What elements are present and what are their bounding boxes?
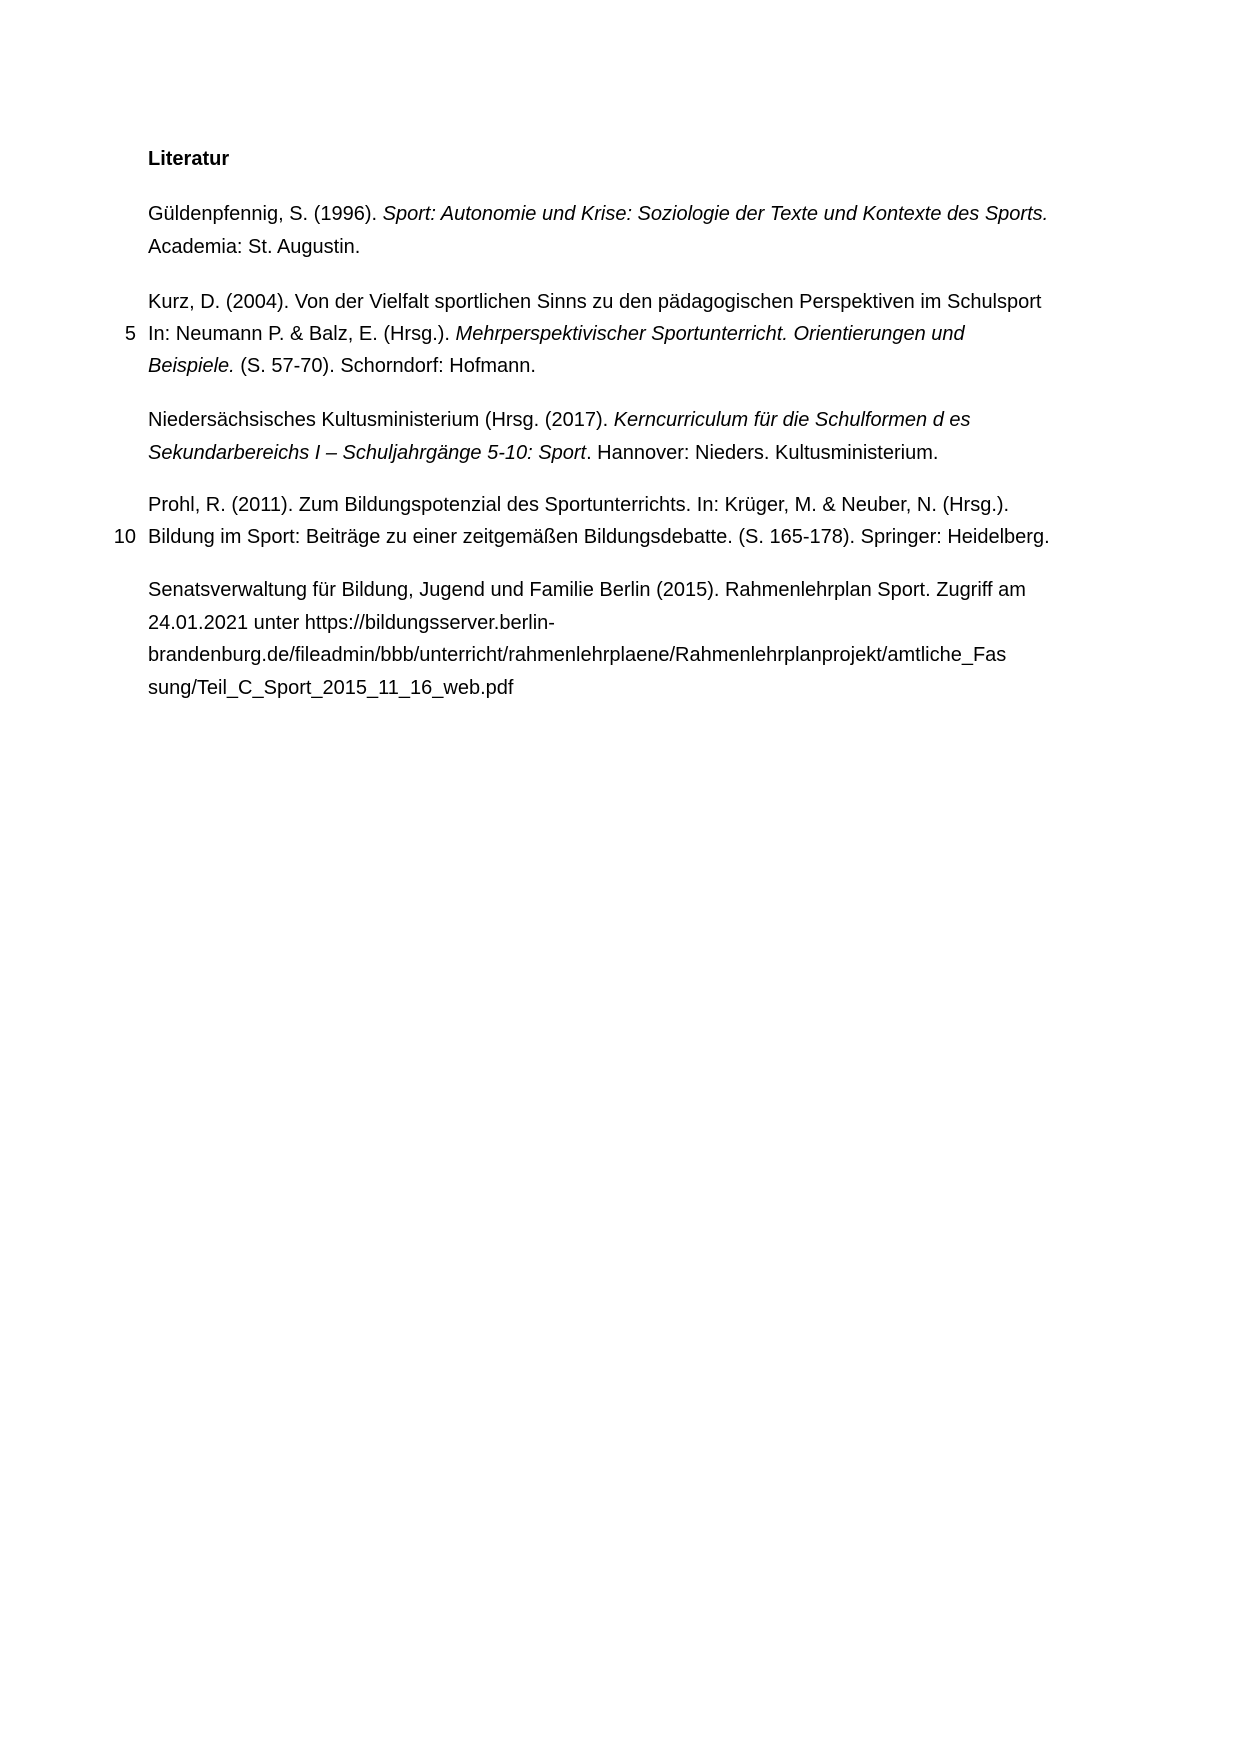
reference-5-line-2[interactable] [148,611,555,635]
reference-1-line-1 [148,202,1048,226]
text-segment: (S. 57-70). Schorndorf: Hofmann. [234,355,536,377]
reference-2-line-2 [148,322,965,346]
reference-3-line-2 [148,441,938,465]
text-segment: In: Neumann P. & Balz, E. (Hrsg.). [148,323,456,345]
reference-2-line-1 [148,290,1041,314]
text-segment: Bildung im Sport: Beiträge zu einer zeitgemäßen Bildungsdebatte. (S. 165-178). Springer: Heidelberg. [148,526,1050,548]
reference-4-line-1 [148,493,1009,517]
text-segment: Kurz, D. (2004). Von der Vielfalt sportlichen Sinns zu den pädagogischen Perspektiven im Schulsport [148,291,1042,313]
text-segment: Güldenpfennig, S. (1996). [148,203,383,225]
text-segment: Niedersächsisches Kultusministerium (Hrsg. (2017). [148,409,614,431]
text-segment: Prohl, R. (2011). Zum Bildungspotenzial des Sportunterrichts. In: Krüger, M. & Neuber, N. (Hrsg.). [148,494,1010,516]
italic-segment: Sport: Autonomie und Krise: Soziologie der Texte und Kontexte des Sports. [382,203,1049,225]
italic-segment: Sekundarbereichs I – Schuljahrgänge 5-10: Sport [148,442,587,464]
reference-2-line-3 [148,354,536,378]
reference-5-line-3[interactable] [148,643,1006,667]
reference-5-line-1 [148,578,1026,602]
reference-4-line-2 [148,525,1050,549]
line-number: 5 [124,323,136,345]
url-segment[interactable]: brandenburg.de/fileadmin/bbb/unterricht/rahmenlehrplaene/Rahmenlehrplanprojekt/amtliche_Fas [148,644,1007,666]
url-segment[interactable]: 24.01.2021 unter https://bildungsserver.berlin- [148,612,555,634]
url-segment[interactable]: sung/Teil_C_Sport_2015_11_16_web.pdf [148,677,514,699]
italic-segment: Mehrperspektivischer Sportunterricht. Orientierungen und [455,323,965,345]
reference-5-line-4[interactable] [148,676,513,700]
page-title: Literatur [148,148,230,170]
reference-3-line-1 [148,408,971,432]
italic-segment: Beispiele. [148,355,235,377]
line-number: 10 [113,526,136,548]
text-segment: . Hannover: Nieders. Kultusministerium. [586,442,939,464]
italic-segment: Kerncurriculum für die Schulformen d es [613,409,971,431]
reference-1-line-2 [148,235,360,259]
text-segment: Academia: St. Augustin. [148,236,361,258]
text-segment: Senatsverwaltung für Bildung, Jugend und Familie Berlin (2015). Rahmenlehrplan Sport. Zugriff am [148,579,1026,601]
